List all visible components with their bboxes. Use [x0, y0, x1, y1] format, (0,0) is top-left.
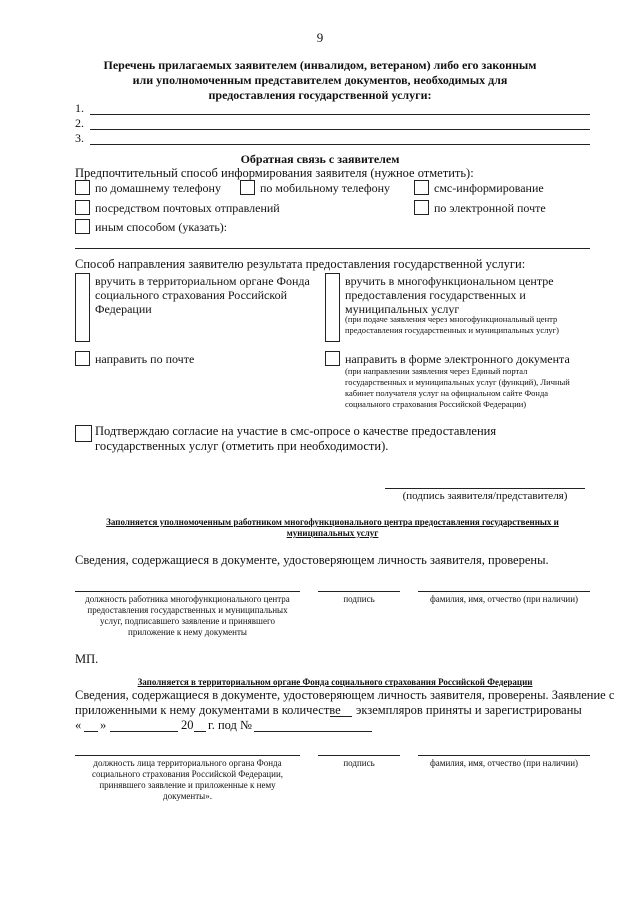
other-method-checkbox[interactable]: [75, 219, 90, 234]
home-phone-checkbox[interactable]: [75, 180, 90, 195]
fss-fio-line[interactable]: [418, 755, 590, 756]
fss-position-caption: должность лица территориального органа Фонда социального страхования Российской Федерации, принявшего заявление и приложенные к нему документы».: [91, 758, 284, 801]
sms-checkbox[interactable]: [414, 180, 429, 195]
feedback-title: Обратная связь с заявителем: [240, 152, 400, 166]
stamp-label: МП.: [75, 652, 99, 666]
delivery-post-checkbox[interactable]: [75, 351, 90, 366]
post-checkbox[interactable]: [75, 200, 90, 215]
mfc-signature-line[interactable]: [318, 591, 400, 592]
page-number: 9: [316, 30, 324, 45]
mfc-fio-caption: фамилия, имя, отчество (при наличии): [429, 594, 579, 604]
delivery-mfc-note: (при подаче заявления через многофункциональный центр предоставления государственных и муниципальных услуг): [345, 314, 560, 335]
docs-item-2-number: 2.: [75, 116, 84, 130]
mfc-position-line[interactable]: [75, 591, 300, 592]
other-method-label: иным способом (указать):: [95, 220, 228, 234]
fss-position-line[interactable]: [75, 755, 300, 756]
mfc-verified-text: Сведения, содержащиеся в документе, удостоверяющем личность заявителя, проверены.: [75, 553, 549, 567]
feedback-intro: Предпочтительный способ информирования заявителя (нужное отметить):: [75, 166, 474, 180]
date-month-field[interactable]: [110, 731, 178, 732]
date-year-field[interactable]: [194, 731, 206, 732]
delivery-territorial-label: вручить в территориальном органе Фонда социального страхования Российской Федерации: [95, 274, 310, 316]
delivery-post-label: направить по почте: [95, 352, 195, 366]
mobile-phone-label: по мобильному телефону: [260, 181, 391, 195]
delivery-mfc-checkbox[interactable]: [325, 273, 340, 342]
fss-signature-caption: подпись: [343, 758, 375, 768]
fss-registered-text: экземпляров приняты и зарегистрированы: [356, 703, 582, 717]
mfc-position-caption: должность работника многофункционального центра предоставления государственных и муниципальных услуг, подписавшего заявление и принявшего приложение к нему документы: [85, 594, 290, 637]
fss-count-text: приложенными к нему документами в количестве: [75, 703, 341, 717]
docs-item-3-line[interactable]: [90, 144, 590, 145]
registration-number-field[interactable]: [254, 731, 372, 732]
date-quote-open: «: [75, 718, 82, 732]
delivery-electronic-label: направить в форме электронного документа: [345, 352, 570, 366]
applicant-signature-line[interactable]: [385, 488, 585, 489]
sms-survey-consent-checkbox[interactable]: [75, 425, 92, 442]
date-year-prefix: 20: [181, 718, 194, 732]
home-phone-label: по домашнему телефону: [95, 181, 221, 195]
mfc-fio-line[interactable]: [418, 591, 590, 592]
applicant-signature-caption: (подпись заявителя/представителя): [402, 490, 568, 502]
fss-count-field[interactable]: [330, 716, 352, 717]
email-checkbox[interactable]: [414, 200, 429, 215]
sms-survey-consent-label: Подтверждаю согласие на участие в смс-опросе о качестве предоставления государственных услуг (отметить при необходимости).: [95, 424, 497, 453]
docs-item-1-number: 1.: [75, 101, 84, 115]
mobile-phone-checkbox[interactable]: [240, 180, 255, 195]
fss-section-title: Заполняется в территориальном органе Фонда социального страхования Российской Федерации: [137, 677, 533, 687]
fss-fio-caption: фамилия, имя, отчество (при наличии): [429, 758, 579, 768]
delivery-electronic-note: (при направлении заявления через Единый портал государственных и муниципальных услуг (функций), Личный кабинет получателя услуг на официальном сайте Фонда социального страхования Российской Федерации): [345, 366, 570, 409]
delivery-mfc-label: вручить в многофункциональном центре предоставления государственных и муниципальных услуг: [345, 274, 554, 316]
date-quote-close: »: [100, 718, 107, 732]
sms-label: смс-информирование: [434, 181, 544, 195]
date-day-field[interactable]: [84, 731, 98, 732]
delivery-territorial-checkbox[interactable]: [75, 273, 90, 342]
mfc-signature-caption: подпись: [343, 594, 375, 604]
docs-item-3-number: 3.: [75, 131, 84, 145]
delivery-title: Способ направления заявителю результата предоставления государственной услуги:: [75, 257, 526, 271]
mfc-section-title: Заполняется уполномоченным работником многофункционального центра предоставления государственных и муниципальных услуг: [106, 517, 559, 538]
docs-item-1-line[interactable]: [90, 114, 590, 115]
fss-verified-text: Сведения, содержащиеся в документе, удостоверяющем личность заявителя, проверены. Заявление с: [75, 688, 615, 702]
docs-list-title: Перечень прилагаемых заявителем (инвалидом, ветераном) либо его законным или уполномоченным представителем документов, необходимых для предоставления государственной услуги:: [103, 58, 537, 102]
post-label: посредством почтовых отправлений: [95, 201, 280, 215]
registration-number-label: г. под №: [208, 718, 252, 732]
other-method-line[interactable]: [75, 248, 590, 249]
docs-item-2-line[interactable]: [90, 129, 590, 130]
delivery-electronic-checkbox[interactable]: [325, 351, 340, 366]
fss-signature-line[interactable]: [318, 755, 400, 756]
email-label: по электронной почте: [434, 201, 546, 215]
